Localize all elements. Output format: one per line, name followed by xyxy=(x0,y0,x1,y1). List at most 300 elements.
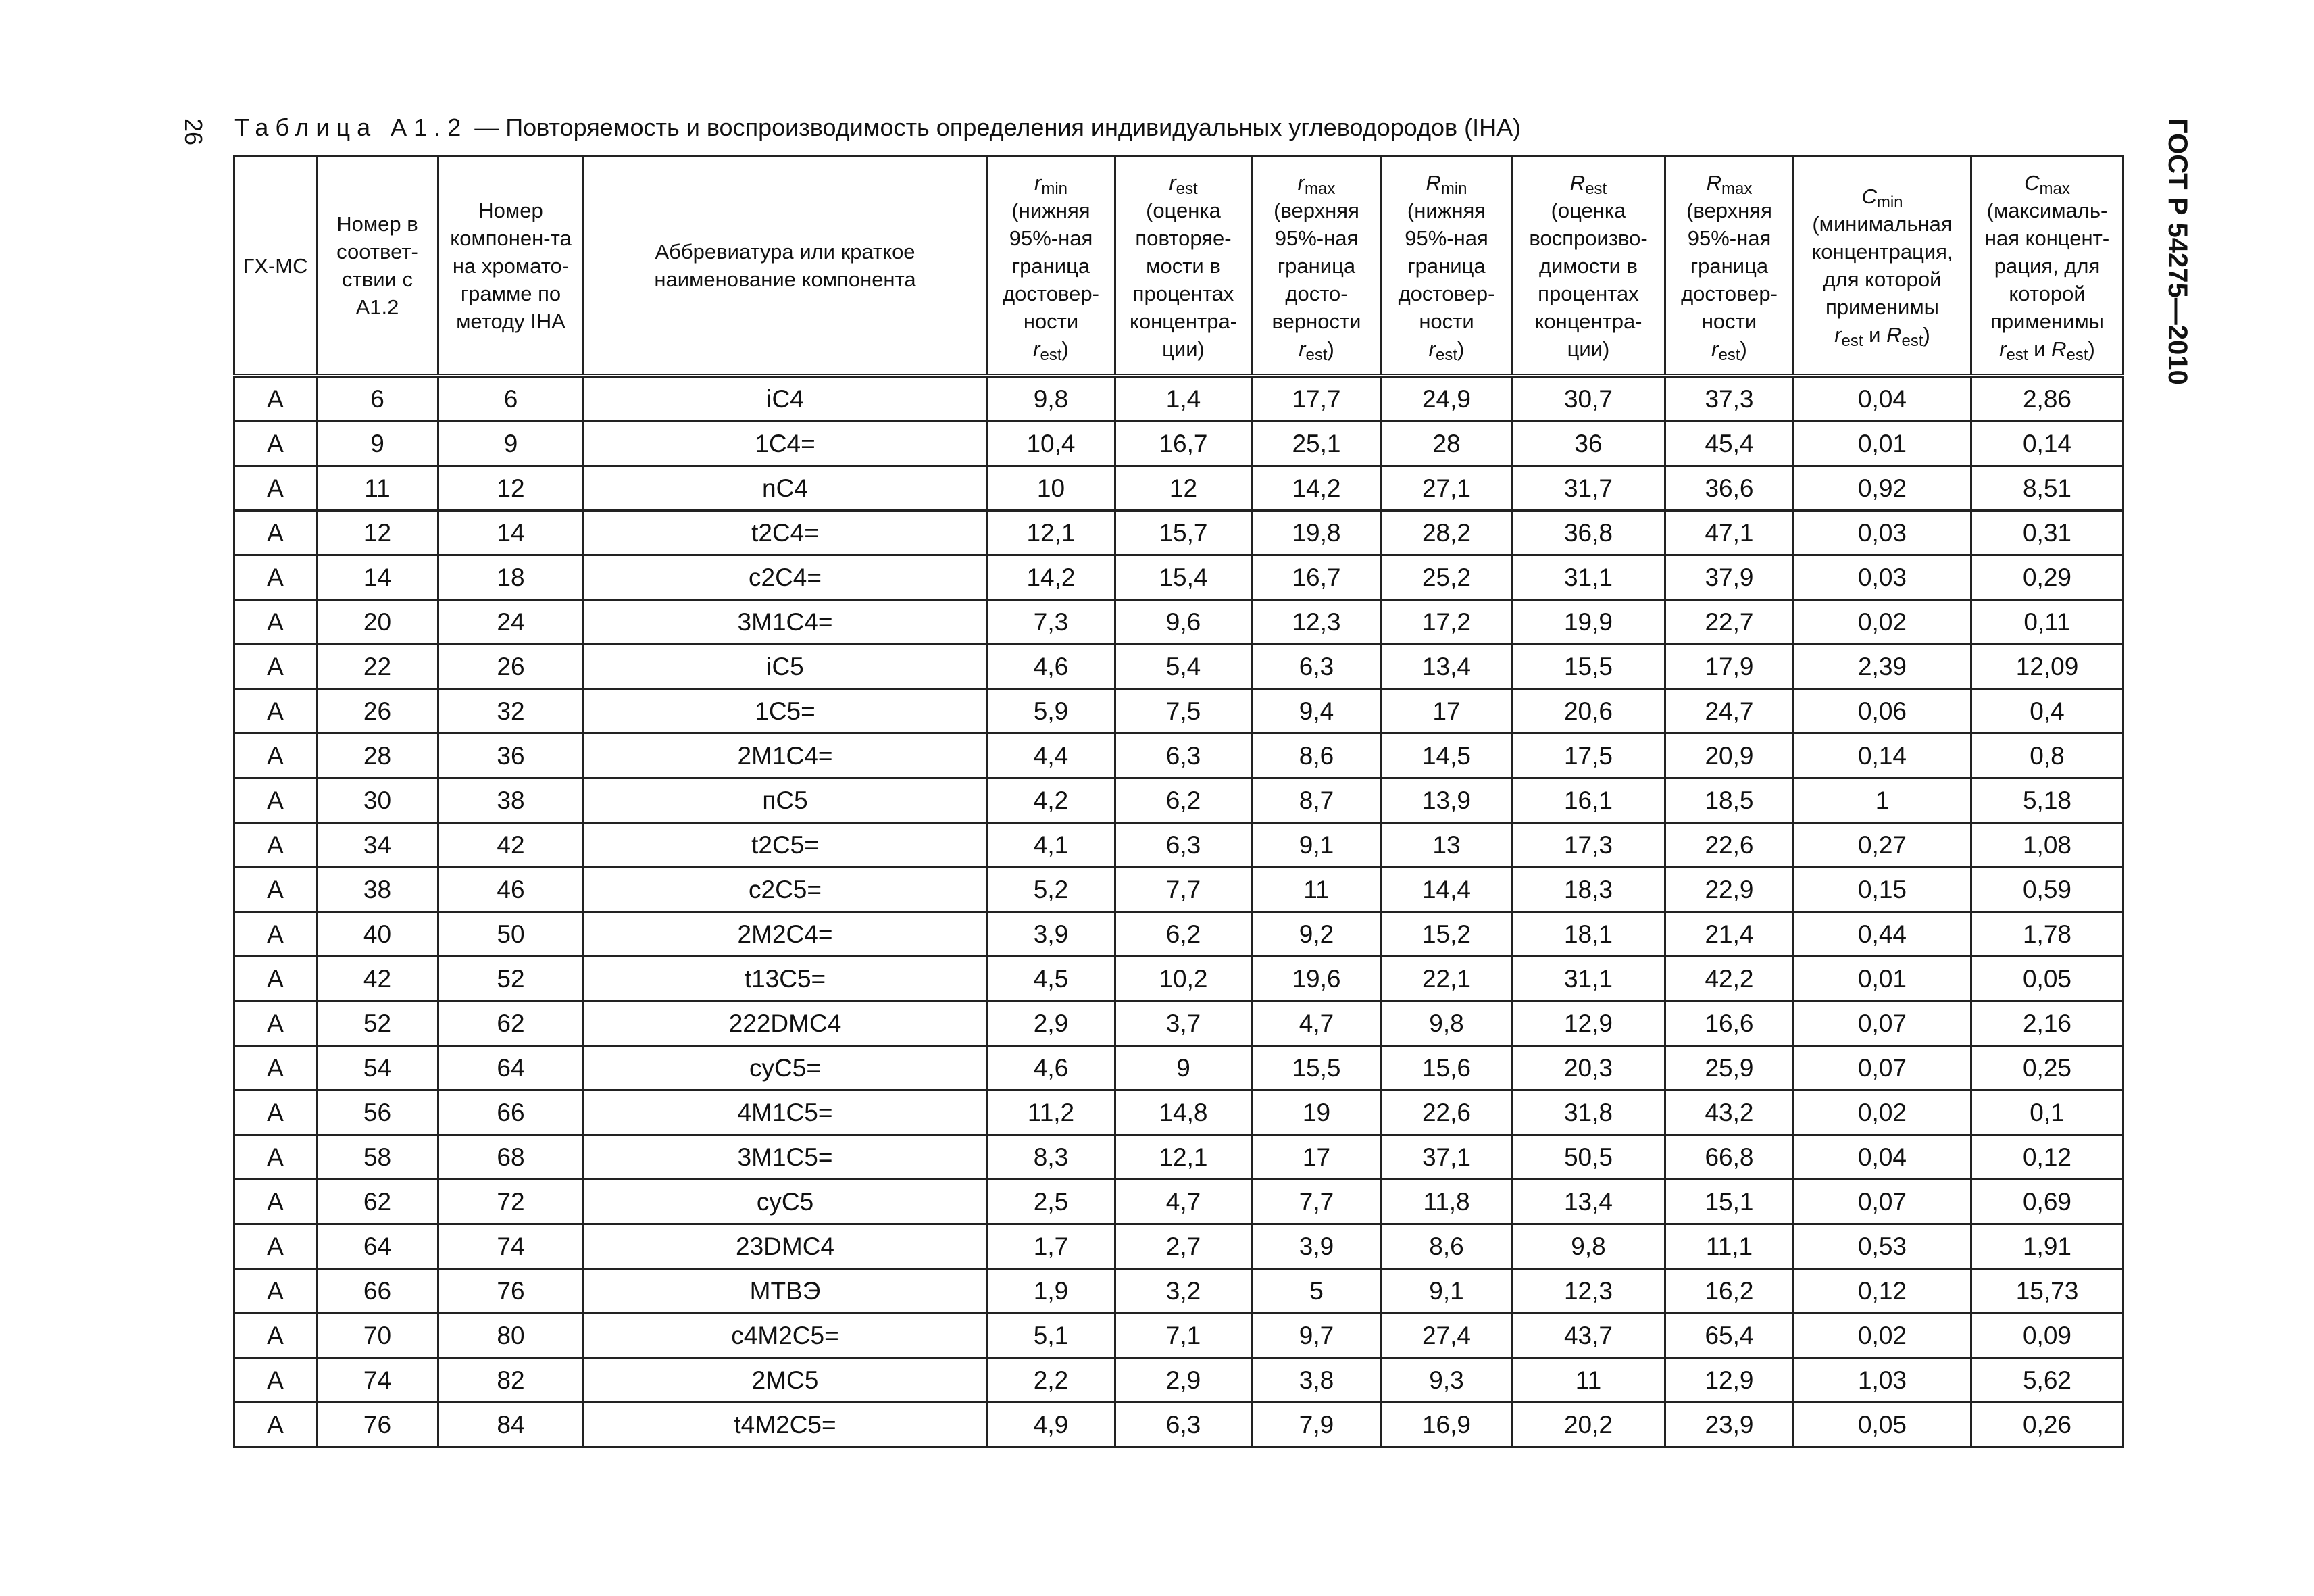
cell-abbreviation: cyC5= xyxy=(584,1046,987,1091)
cell-component-number: 38 xyxy=(438,778,584,823)
cell-r-min: 8,3 xyxy=(987,1135,1115,1180)
cell-component-number: 24 xyxy=(438,600,584,645)
table-caption-dash: — xyxy=(468,114,506,141)
cell-r-max: 11 xyxy=(1252,868,1382,912)
cell-abbreviation: c4M2C5= xyxy=(584,1314,987,1358)
cell-number-a12: 9 xyxy=(317,422,438,466)
cell-r-est: 6,3 xyxy=(1115,734,1252,778)
cell-r-max: 9,7 xyxy=(1252,1314,1382,1358)
cell-component-number: 32 xyxy=(438,689,584,734)
cell-gcms: А xyxy=(234,645,317,689)
cell-abbreviation: 2M2C4= xyxy=(584,912,987,957)
cell-C-max: 0,4 xyxy=(1971,689,2123,734)
header-r-est: $r_{est}$ (оценка повторяе-мости в процентах концентра-ции) xyxy=(1115,157,1252,376)
cell-R-est: 31,8 xyxy=(1512,1091,1665,1135)
cell-R-min: 22,1 xyxy=(1382,957,1512,1001)
cell-C-min: 0,02 xyxy=(1794,1091,1971,1135)
cell-C-max: 2,86 xyxy=(1971,376,2123,422)
cell-R-est: 50,5 xyxy=(1512,1135,1665,1180)
cell-r-max: 4,7 xyxy=(1252,1001,1382,1046)
cell-abbreviation: 2M1C4= xyxy=(584,734,987,778)
table-row xyxy=(234,1046,2123,1091)
cell-R-min: 14,4 xyxy=(1382,868,1512,912)
cell-C-max: 2,16 xyxy=(1971,1001,2123,1046)
header-R-max: $R_{max}$ (верхняя 95%-ная граница достовер-ности $r_{est}$) xyxy=(1665,157,1794,376)
cell-gcms: А xyxy=(234,376,317,422)
cell-r-max: 7,9 xyxy=(1252,1403,1382,1447)
cell-R-min: 9,3 xyxy=(1382,1358,1512,1403)
cell-R-max: 66,8 xyxy=(1665,1135,1794,1180)
cell-R-min: 16,9 xyxy=(1382,1403,1512,1447)
cell-r-est: 12,1 xyxy=(1115,1135,1252,1180)
cell-component-number: 50 xyxy=(438,912,584,957)
cell-r-max: 9,1 xyxy=(1252,823,1382,868)
cell-R-est: 18,1 xyxy=(1512,912,1665,957)
cell-r-min: 4,9 xyxy=(987,1403,1115,1447)
cell-C-min: 0,02 xyxy=(1794,600,1971,645)
cell-component-number: 12 xyxy=(438,466,584,511)
cell-r-max: 16,7 xyxy=(1252,555,1382,600)
table-row xyxy=(234,957,2123,1001)
cell-R-min: 25,2 xyxy=(1382,555,1512,600)
cell-R-est: 16,1 xyxy=(1512,778,1665,823)
cell-R-est: 31,1 xyxy=(1512,555,1665,600)
cell-R-max: 21,4 xyxy=(1665,912,1794,957)
cell-R-est: 30,7 xyxy=(1512,376,1665,422)
cell-C-min: 0,07 xyxy=(1794,1001,1971,1046)
cell-r-min: 4,1 xyxy=(987,823,1115,868)
cell-R-est: 43,7 xyxy=(1512,1314,1665,1358)
cell-R-min: 13,4 xyxy=(1382,645,1512,689)
cell-r-max: 17 xyxy=(1252,1135,1382,1180)
cell-r-min: 4,6 xyxy=(987,645,1115,689)
cell-abbreviation: iC4 xyxy=(584,376,987,422)
cell-r-max: 9,2 xyxy=(1252,912,1382,957)
cell-component-number: 66 xyxy=(438,1091,584,1135)
table-row xyxy=(234,778,2123,823)
table-row xyxy=(234,868,2123,912)
cell-C-min: 2,39 xyxy=(1794,645,1971,689)
cell-r-est: 1,4 xyxy=(1115,376,1252,422)
cell-component-number: 14 xyxy=(438,511,584,555)
header-R-min: $R_{min}$ (нижняя 95%-ная граница достовер-ности $r_{est}$) xyxy=(1382,157,1512,376)
table-row xyxy=(234,1135,2123,1180)
cell-r-est: 10,2 xyxy=(1115,957,1252,1001)
cell-gcms: А xyxy=(234,1180,317,1224)
cell-R-est: 36,8 xyxy=(1512,511,1665,555)
cell-component-number: 62 xyxy=(438,1001,584,1046)
cell-component-number: 42 xyxy=(438,823,584,868)
cell-R-min: 22,6 xyxy=(1382,1091,1512,1135)
cell-number-a12: 12 xyxy=(317,511,438,555)
cell-R-est: 15,5 xyxy=(1512,645,1665,689)
cell-component-number: 46 xyxy=(438,868,584,912)
cell-r-max: 19,6 xyxy=(1252,957,1382,1001)
cell-r-max: 14,2 xyxy=(1252,466,1382,511)
table-caption-label: Таблица А1.2 xyxy=(234,114,468,141)
cell-R-max: 47,1 xyxy=(1665,511,1794,555)
cell-gcms: А xyxy=(234,1046,317,1091)
cell-r-max: 17,7 xyxy=(1252,376,1382,422)
cell-R-max: 37,9 xyxy=(1665,555,1794,600)
cell-component-number: 72 xyxy=(438,1180,584,1224)
cell-C-max: 0,12 xyxy=(1971,1135,2123,1180)
cell-gcms: А xyxy=(234,1135,317,1180)
cell-R-min: 17 xyxy=(1382,689,1512,734)
cell-C-min: 0,07 xyxy=(1794,1180,1971,1224)
cell-r-est: 9 xyxy=(1115,1046,1252,1091)
cell-r-max: 8,7 xyxy=(1252,778,1382,823)
cell-C-min: 0,03 xyxy=(1794,555,1971,600)
cell-number-a12: 76 xyxy=(317,1403,438,1447)
cell-abbreviation: 3M1C5= xyxy=(584,1135,987,1180)
cell-r-est: 4,7 xyxy=(1115,1180,1252,1224)
cell-C-max: 0,14 xyxy=(1971,422,2123,466)
cell-r-min: 2,2 xyxy=(987,1358,1115,1403)
cell-r-min: 1,9 xyxy=(987,1269,1115,1314)
table-row xyxy=(234,912,2123,957)
cell-R-max: 36,6 xyxy=(1665,466,1794,511)
cell-R-est: 12,3 xyxy=(1512,1269,1665,1314)
cell-R-max: 20,9 xyxy=(1665,734,1794,778)
cell-C-max: 0,25 xyxy=(1971,1046,2123,1091)
cell-r-est: 12 xyxy=(1115,466,1252,511)
cell-R-max: 37,3 xyxy=(1665,376,1794,422)
table-row xyxy=(234,555,2123,600)
cell-R-min: 13,9 xyxy=(1382,778,1512,823)
cell-R-est: 31,7 xyxy=(1512,466,1665,511)
cell-abbreviation: c2C5= xyxy=(584,868,987,912)
cell-number-a12: 22 xyxy=(317,645,438,689)
cell-R-min: 28 xyxy=(1382,422,1512,466)
cell-R-min: 28,2 xyxy=(1382,511,1512,555)
cell-C-max: 1,78 xyxy=(1971,912,2123,957)
cell-gcms: А xyxy=(234,422,317,466)
cell-abbreviation: 3M1C4= xyxy=(584,600,987,645)
cell-C-min: 0,06 xyxy=(1794,689,1971,734)
cell-R-max: 12,9 xyxy=(1665,1358,1794,1403)
cell-gcms: А xyxy=(234,734,317,778)
table-row xyxy=(234,1001,2123,1046)
cell-abbreviation: 222DMC4 xyxy=(584,1001,987,1046)
cell-abbreviation: cyC5 xyxy=(584,1180,987,1224)
cell-r-min: 2,9 xyxy=(987,1001,1115,1046)
cell-number-a12: 26 xyxy=(317,689,438,734)
table-row xyxy=(234,1269,2123,1314)
cell-component-number: 64 xyxy=(438,1046,584,1091)
cell-r-min: 2,5 xyxy=(987,1180,1115,1224)
cell-R-min: 11,8 xyxy=(1382,1180,1512,1224)
cell-C-max: 12,09 xyxy=(1971,645,2123,689)
cell-gcms: А xyxy=(234,600,317,645)
cell-C-min: 0,02 xyxy=(1794,1314,1971,1358)
cell-r-min: 11,2 xyxy=(987,1091,1115,1135)
cell-r-max: 12,3 xyxy=(1252,600,1382,645)
cell-R-min: 15,6 xyxy=(1382,1046,1512,1091)
cell-C-max: 0,26 xyxy=(1971,1403,2123,1447)
cell-R-min: 9,1 xyxy=(1382,1269,1512,1314)
cell-r-est: 2,9 xyxy=(1115,1358,1252,1403)
header-abbreviation: Аббревиатура или краткое наименование компонента xyxy=(584,157,987,376)
cell-r-min: 3,9 xyxy=(987,912,1115,957)
cell-number-a12: 74 xyxy=(317,1358,438,1403)
cell-C-max: 0,09 xyxy=(1971,1314,2123,1358)
cell-abbreviation: 1C5= xyxy=(584,689,987,734)
cell-r-est: 9,6 xyxy=(1115,600,1252,645)
cell-R-est: 12,9 xyxy=(1512,1001,1665,1046)
cell-C-max: 5,62 xyxy=(1971,1358,2123,1403)
cell-R-max: 45,4 xyxy=(1665,422,1794,466)
cell-R-max: 16,6 xyxy=(1665,1001,1794,1046)
cell-abbreviation: t2C4= xyxy=(584,511,987,555)
cell-abbreviation: 4M1C5= xyxy=(584,1091,987,1135)
cell-r-min: 5,2 xyxy=(987,868,1115,912)
cell-C-max: 0,59 xyxy=(1971,868,2123,912)
cell-C-min: 0,03 xyxy=(1794,511,1971,555)
cell-r-min: 4,4 xyxy=(987,734,1115,778)
cell-R-min: 24,9 xyxy=(1382,376,1512,422)
table-row xyxy=(234,376,2123,422)
cell-R-max: 25,9 xyxy=(1665,1046,1794,1091)
cell-C-max: 15,73 xyxy=(1971,1269,2123,1314)
cell-r-max: 15,5 xyxy=(1252,1046,1382,1091)
cell-number-a12: 62 xyxy=(317,1180,438,1224)
header-C-min: $C_{min}$ (минимальная концентрация, для которой применимы $r_{est}$ и $R_{est}$) xyxy=(1794,157,1971,376)
table-row xyxy=(234,600,2123,645)
cell-r-max: 19 xyxy=(1252,1091,1382,1135)
cell-number-a12: 20 xyxy=(317,600,438,645)
cell-abbreviation: t4M2C5= xyxy=(584,1403,987,1447)
cell-number-a12: 40 xyxy=(317,912,438,957)
cell-R-min: 14,5 xyxy=(1382,734,1512,778)
cell-r-est: 2,7 xyxy=(1115,1224,1252,1269)
cell-r-min: 12,1 xyxy=(987,511,1115,555)
cell-C-min: 0,53 xyxy=(1794,1224,1971,1269)
cell-number-a12: 52 xyxy=(317,1001,438,1046)
header-number-a12: Номер в соответ-ствии с А1.2 xyxy=(317,157,438,376)
cell-r-min: 10,4 xyxy=(987,422,1115,466)
cell-C-max: 0,8 xyxy=(1971,734,2123,778)
cell-C-max: 5,18 xyxy=(1971,778,2123,823)
cell-C-min: 0,01 xyxy=(1794,422,1971,466)
table-row xyxy=(234,823,2123,868)
cell-C-min: 1 xyxy=(1794,778,1971,823)
table-row xyxy=(234,1091,2123,1135)
cell-number-a12: 6 xyxy=(317,376,438,422)
cell-R-min: 27,1 xyxy=(1382,466,1512,511)
header-component-number: Номер компонен-та на хромато-грамме по методу IHA xyxy=(438,157,584,376)
cell-C-min: 1,03 xyxy=(1794,1358,1971,1403)
header-C-max: $C_{max}$ (максималь-ная концент-рация, для которой применимы $r_{est}$ и $R_{est}$) xyxy=(1971,157,2123,376)
cell-R-est: 20,3 xyxy=(1512,1046,1665,1091)
cell-R-max: 42,2 xyxy=(1665,957,1794,1001)
table-body xyxy=(234,376,2123,1447)
cell-R-est: 9,8 xyxy=(1512,1224,1665,1269)
cell-number-a12: 64 xyxy=(317,1224,438,1269)
cell-r-min: 10 xyxy=(987,466,1115,511)
cell-r-est: 6,2 xyxy=(1115,912,1252,957)
cell-R-min: 13 xyxy=(1382,823,1512,868)
cell-R-est: 20,2 xyxy=(1512,1403,1665,1447)
cell-r-min: 1,7 xyxy=(987,1224,1115,1269)
cell-r-est: 7,1 xyxy=(1115,1314,1252,1358)
cell-gcms: А xyxy=(234,555,317,600)
cell-R-est: 11 xyxy=(1512,1358,1665,1403)
table-row xyxy=(234,1224,2123,1269)
cell-C-min: 0,01 xyxy=(1794,957,1971,1001)
cell-R-min: 8,6 xyxy=(1382,1224,1512,1269)
cell-r-min: 5,9 xyxy=(987,689,1115,734)
cell-r-min: 9,8 xyxy=(987,376,1115,422)
cell-R-min: 17,2 xyxy=(1382,600,1512,645)
header-r-max: $r_{max}$ (верхняя 95%-ная граница досто-верности $r_{est}$) xyxy=(1252,157,1382,376)
cell-R-est: 31,1 xyxy=(1512,957,1665,1001)
cell-C-max: 0,11 xyxy=(1971,600,2123,645)
cell-C-max: 1,91 xyxy=(1971,1224,2123,1269)
cell-abbreviation: 23DMC4 xyxy=(584,1224,987,1269)
cell-gcms: А xyxy=(234,1269,317,1314)
cell-abbreviation: t2C5= xyxy=(584,823,987,868)
cell-gcms: А xyxy=(234,1091,317,1135)
cell-C-max: 0,69 xyxy=(1971,1180,2123,1224)
cell-r-max: 6,3 xyxy=(1252,645,1382,689)
cell-R-max: 22,6 xyxy=(1665,823,1794,868)
cell-gcms: А xyxy=(234,778,317,823)
table-row xyxy=(234,511,2123,555)
repeatability-table xyxy=(233,155,2124,1448)
cell-gcms: А xyxy=(234,466,317,511)
cell-gcms: А xyxy=(234,511,317,555)
cell-number-a12: 38 xyxy=(317,868,438,912)
cell-r-max: 19,8 xyxy=(1252,511,1382,555)
cell-r-min: 4,5 xyxy=(987,957,1115,1001)
cell-abbreviation: iC5 xyxy=(584,645,987,689)
cell-r-est: 15,4 xyxy=(1115,555,1252,600)
cell-abbreviation: МТВЭ xyxy=(584,1269,987,1314)
cell-r-max: 9,4 xyxy=(1252,689,1382,734)
cell-C-min: 0,04 xyxy=(1794,1135,1971,1180)
cell-r-min: 4,2 xyxy=(987,778,1115,823)
cell-gcms: А xyxy=(234,1001,317,1046)
table-row xyxy=(234,1314,2123,1358)
cell-gcms: А xyxy=(234,868,317,912)
table-row xyxy=(234,734,2123,778)
table-row xyxy=(234,422,2123,466)
cell-r-est: 3,2 xyxy=(1115,1269,1252,1314)
cell-r-est: 6,3 xyxy=(1115,823,1252,868)
cell-number-a12: 30 xyxy=(317,778,438,823)
cell-R-max: 11,1 xyxy=(1665,1224,1794,1269)
cell-number-a12: 11 xyxy=(317,466,438,511)
cell-abbreviation: 2MC5 xyxy=(584,1358,987,1403)
table-row xyxy=(234,466,2123,511)
cell-gcms: А xyxy=(234,1358,317,1403)
table-row xyxy=(234,645,2123,689)
cell-gcms: А xyxy=(234,823,317,868)
cell-number-a12: 58 xyxy=(317,1135,438,1180)
cell-C-max: 1,08 xyxy=(1971,823,2123,868)
cell-number-a12: 34 xyxy=(317,823,438,868)
cell-component-number: 74 xyxy=(438,1224,584,1269)
cell-C-min: 0,07 xyxy=(1794,1046,1971,1091)
header-gcms: ГХ-МС xyxy=(234,157,317,376)
cell-number-a12: 70 xyxy=(317,1314,438,1358)
cell-C-min: 0,27 xyxy=(1794,823,1971,868)
cell-number-a12: 56 xyxy=(317,1091,438,1135)
cell-gcms: А xyxy=(234,1403,317,1447)
cell-r-max: 3,9 xyxy=(1252,1224,1382,1269)
cell-R-max: 15,1 xyxy=(1665,1180,1794,1224)
cell-C-min: 0,14 xyxy=(1794,734,1971,778)
table-row xyxy=(234,1180,2123,1224)
cell-component-number: 18 xyxy=(438,555,584,600)
cell-R-est: 20,6 xyxy=(1512,689,1665,734)
cell-R-est: 36 xyxy=(1512,422,1665,466)
cell-component-number: 82 xyxy=(438,1358,584,1403)
cell-component-number: 9 xyxy=(438,422,584,466)
cell-C-max: 8,51 xyxy=(1971,466,2123,511)
cell-R-min: 15,2 xyxy=(1382,912,1512,957)
cell-C-max: 0,29 xyxy=(1971,555,2123,600)
cell-r-est: 3,7 xyxy=(1115,1001,1252,1046)
cell-r-max: 25,1 xyxy=(1252,422,1382,466)
cell-C-min: 0,04 xyxy=(1794,376,1971,422)
cell-r-max: 5 xyxy=(1252,1269,1382,1314)
cell-component-number: 80 xyxy=(438,1314,584,1358)
cell-R-max: 24,7 xyxy=(1665,689,1794,734)
cell-r-min: 4,6 xyxy=(987,1046,1115,1091)
table-caption-title: Повторяемость и воспроизводимость определения индивидуальных углеводородов (IHA) xyxy=(505,114,1521,141)
cell-C-max: 0,1 xyxy=(1971,1091,2123,1135)
cell-R-max: 17,9 xyxy=(1665,645,1794,689)
cell-component-number: 6 xyxy=(438,376,584,422)
cell-C-min: 0,15 xyxy=(1794,868,1971,912)
cell-R-max: 23,9 xyxy=(1665,1403,1794,1447)
cell-r-max: 7,7 xyxy=(1252,1180,1382,1224)
cell-number-a12: 14 xyxy=(317,555,438,600)
cell-r-est: 15,7 xyxy=(1115,511,1252,555)
cell-R-est: 13,4 xyxy=(1512,1180,1665,1224)
cell-component-number: 36 xyxy=(438,734,584,778)
cell-component-number: 76 xyxy=(438,1269,584,1314)
cell-r-min: 7,3 xyxy=(987,600,1115,645)
cell-abbreviation: nC4 xyxy=(584,466,987,511)
table-row xyxy=(234,1403,2123,1447)
cell-component-number: 84 xyxy=(438,1403,584,1447)
cell-r-est: 6,2 xyxy=(1115,778,1252,823)
cell-abbreviation: 1C4= xyxy=(584,422,987,466)
cell-r-est: 6,3 xyxy=(1115,1403,1252,1447)
cell-number-a12: 54 xyxy=(317,1046,438,1091)
cell-C-max: 0,31 xyxy=(1971,511,2123,555)
cell-gcms: А xyxy=(234,1314,317,1358)
cell-gcms: А xyxy=(234,957,317,1001)
cell-number-a12: 66 xyxy=(317,1269,438,1314)
cell-r-max: 8,6 xyxy=(1252,734,1382,778)
cell-component-number: 26 xyxy=(438,645,584,689)
cell-R-max: 22,7 xyxy=(1665,600,1794,645)
cell-R-min: 27,4 xyxy=(1382,1314,1512,1358)
cell-C-min: 0,44 xyxy=(1794,912,1971,957)
cell-gcms: А xyxy=(234,912,317,957)
cell-R-max: 43,2 xyxy=(1665,1091,1794,1135)
cell-C-max: 0,05 xyxy=(1971,957,2123,1001)
cell-gcms: А xyxy=(234,1224,317,1269)
cell-R-min: 37,1 xyxy=(1382,1135,1512,1180)
cell-r-min: 5,1 xyxy=(987,1314,1115,1358)
cell-r-min: 14,2 xyxy=(987,555,1115,600)
cell-r-est: 16,7 xyxy=(1115,422,1252,466)
